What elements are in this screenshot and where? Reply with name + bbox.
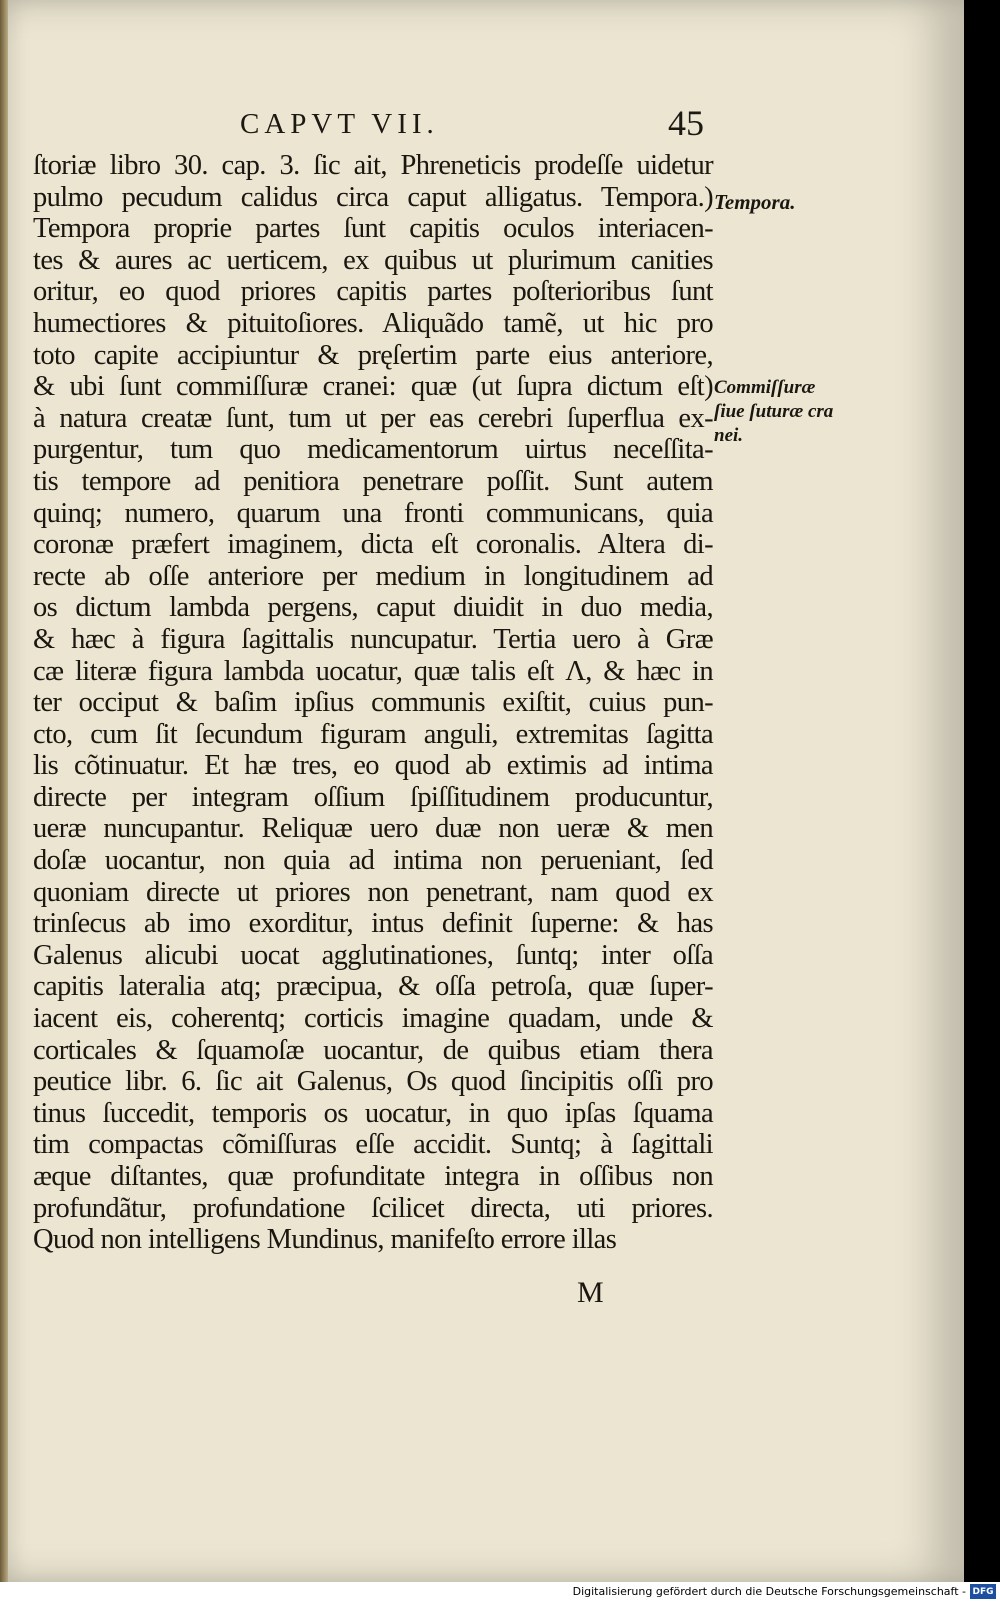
dfg-logo-icon: DFG xyxy=(970,1584,996,1599)
text-line: Galenus alicubi uocat agglutinationes, ſuntq; inter oſſa xyxy=(33,939,713,971)
text-line: æque diſtantes, quæ profunditate integra in oſſibus non xyxy=(33,1161,713,1192)
text-line: cæ literæ figura lambda uocatur, quæ talis eſt Λ, & hæc in xyxy=(33,655,713,687)
text-line: ter occiput & baſim ipſius communis exiſtit, cuius pun- xyxy=(33,687,713,719)
text-line: Tempora proprie partes ſunt capitis oculos interiacen- xyxy=(33,213,713,245)
text-line: tinus ſuccedit, temporis os uocatur, in quo ipſas ſquama xyxy=(33,1097,713,1129)
text-line: pulmo pecudum calidus circa caput alligatus. Tempora.) xyxy=(33,181,713,213)
text-line: ſtoriæ libro 30. cap. 3. ſic ait, Phreneticis prodeſſe uidetur xyxy=(33,150,713,181)
text-line: à natura creatæ ſunt, tum ut per eas cerebri ſuperflua ex- xyxy=(33,402,713,434)
text-line: directe per integram oſſium ſpiſſitudinem producuntur, xyxy=(33,781,713,813)
text-line: capitis lateralia atq; præcipua, & oſſa petroſa, quæ ſuper- xyxy=(33,971,713,1003)
text-line: quinq; numero, quarum una fronti communicans, quia xyxy=(33,497,713,529)
text-line: doſæ uocantur, non quia ad intima non perueniant, ſed xyxy=(33,845,713,877)
footer-credit: Digitalisierung gefördert durch die Deutsche Forschungsgemeinschaft - xyxy=(572,1585,966,1598)
text-line: toto capite accipiuntur & pręſertim parte eius anteriore, xyxy=(33,339,713,371)
running-head: CAPVT VII. xyxy=(240,108,439,140)
text-line: iacent eis, coherentq; corticis imagine quadam, unde & xyxy=(33,1003,713,1035)
text-line: humectiores & pituitoſiores. Aliquãdo tamẽ, ut hic pro xyxy=(33,307,713,339)
signature-mark: M xyxy=(577,1276,604,1309)
text-line: cto, cum ſit ſecundum figuram anguli, extremitas ſagitta xyxy=(33,718,713,750)
text-line: coronæ præfert imaginem, dicta eſt coronalis. Altera di- xyxy=(33,529,713,561)
text-line: tes & aures ac uerticem, ex quibus ut plurimum canities xyxy=(33,244,713,276)
text-line: recte ab oſſe anteriore per medium in longitudinem ad xyxy=(33,560,713,592)
page-gutter xyxy=(0,0,8,1582)
text-line: ueræ nuncupantur. Reliquæ uero duæ non ueræ & men xyxy=(33,813,713,845)
text-line: tim compactas cõmiſſuras eſſe accidit. Suntq; à ſagittali xyxy=(33,1129,713,1161)
text-line: profundãtur, profundatione ſcilicet directa, uti priores. xyxy=(33,1192,713,1224)
text-line: os dictum lambda pergens, caput diuidit in duo media, xyxy=(33,592,713,624)
text-line: & hæc à figura ſagittalis nuncupatur. Tertia uero à Græ xyxy=(33,623,713,655)
text-line: oritur, eo quod priores capitis partes poſterioribus ſunt xyxy=(33,276,713,308)
text-line: lis cõtinuatur. Et hæ tres, eo quod ab extimis ad intima xyxy=(33,750,713,782)
marginal-note-tempora: Tempora. xyxy=(714,190,796,214)
text-line: Quod non intelligens Mundinus, manifeſto errore illas xyxy=(33,1224,617,1256)
text-line: purgentur, tum quo medicamentorum uirtus neceſſita- xyxy=(33,434,713,466)
page-number: 45 xyxy=(668,103,704,143)
main-text-block xyxy=(33,150,713,1256)
text-line: quoniam directe ut priores non penetrant, nam quod ex xyxy=(33,876,713,908)
marginal-note-line: Commiſſuræ xyxy=(714,377,816,398)
text-line: & ubi ſunt commiſſuræ cranei: quæ (ut ſupra dictum eſt) xyxy=(33,371,713,403)
text-line: trinſecus ab imo exorditur, intus definit ſuperne: & has xyxy=(33,908,713,940)
marginal-note-line: nei. xyxy=(714,425,744,446)
scan-background xyxy=(964,0,1000,1582)
marginal-note-commissurae xyxy=(714,376,833,448)
text-line: peutice libr. 6. ſic ait Galenus, Os quod ſincipitis oſſi pro xyxy=(33,1066,713,1098)
text-line: corticales & ſquamoſæ uocantur, de quibus etiam thera xyxy=(33,1034,713,1066)
text-line: tis tempore ad penitiora penetrare poſſit. Sunt autem xyxy=(33,465,713,497)
marginal-note-line: ſiue ſuturæ cra xyxy=(714,401,834,422)
